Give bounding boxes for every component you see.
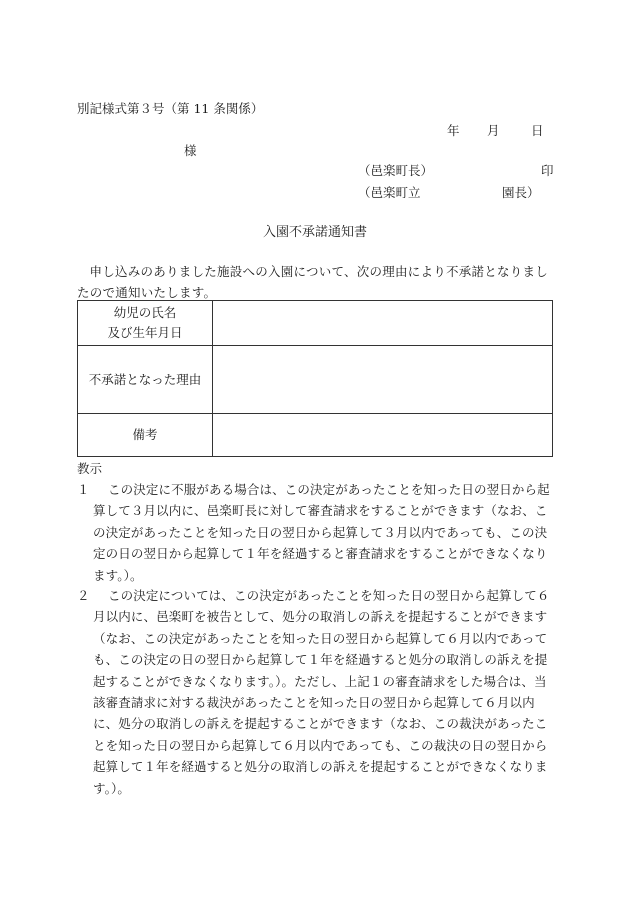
recipient-honorific: 様 [184,143,197,158]
date-month-label: 月 [487,123,500,138]
instruction-clause-1 [77,479,557,586]
clause-number: ２ [77,588,90,603]
child-name-value-cell[interactable] [213,301,553,346]
date-day-label: 日 [531,123,544,138]
remarks-label: 備考 [78,414,213,457]
table-row-remarks [78,414,553,457]
reason-value-cell[interactable] [213,346,553,414]
instruction-heading: 教示 [77,461,103,476]
info-table [77,300,553,457]
clause-text: この決定に不服がある場合は、この決定があったことを知った日の翌日から起算して３月以内に、邑楽町長に対して審査請求をすることができます（なお、この決定があったことを知った日の翌日から起算して３月以内であっても、この決定の日の翌日から起算して１年を経過すると審査請求をすることができなくなります。）。 [93,482,550,583]
clause-number: １ [77,482,90,497]
seal-mark: 印 [541,163,554,178]
child-name-label-line2: 及び生年月日 [107,325,183,340]
date-year-label: 年 [447,123,460,138]
sender-school-suffix: 園長） [502,185,540,200]
form-number: 別記様式第３号（第 11 条関係） [77,101,264,116]
table-row-child-name [78,301,553,346]
table-row-reason [78,346,553,414]
remarks-value-cell[interactable] [213,414,553,457]
document-title: 入園不承諾通知書 [262,225,367,240]
reason-label: 不承諾となった理由 [78,346,213,414]
sender-mayor: （邑楽町長） [358,163,434,178]
clause-text: この決定については、この決定があったことを知った日の翌日から起算して６月以内に、邑楽町を被告として、処分の取消しの訴えを提起することができます（なお、この決定があったことを知った日の翌日から起算して６月以内であっても、この決定の日の翌日から起算して１年を経過すると処分の取消しの訴えを提起することができなくなります。）。ただし、上記１の審査請求をした場合は、当該審査請求に対する裁決があったことを知った日の翌日から起算して６月以内に、処分の取消しの訴えを提起することができます（なお、この裁決があったことを知った日の翌日から起算して６月以内であっても、この裁決の日の翌日から起算して１年を経過すると処分の取消しの訴えを提起することができなくなります。）。 [93,588,550,796]
intro-paragraph: 申し込みのありました施設への入園について、次の理由により不承諾となりましたので通知いたします。 [77,264,549,300]
child-name-label-line1: 幼児の氏名 [113,305,177,320]
child-name-label [78,301,213,346]
instruction-clause-2 [77,585,557,799]
sender-school-prefix: （邑楽町立 [358,185,421,200]
